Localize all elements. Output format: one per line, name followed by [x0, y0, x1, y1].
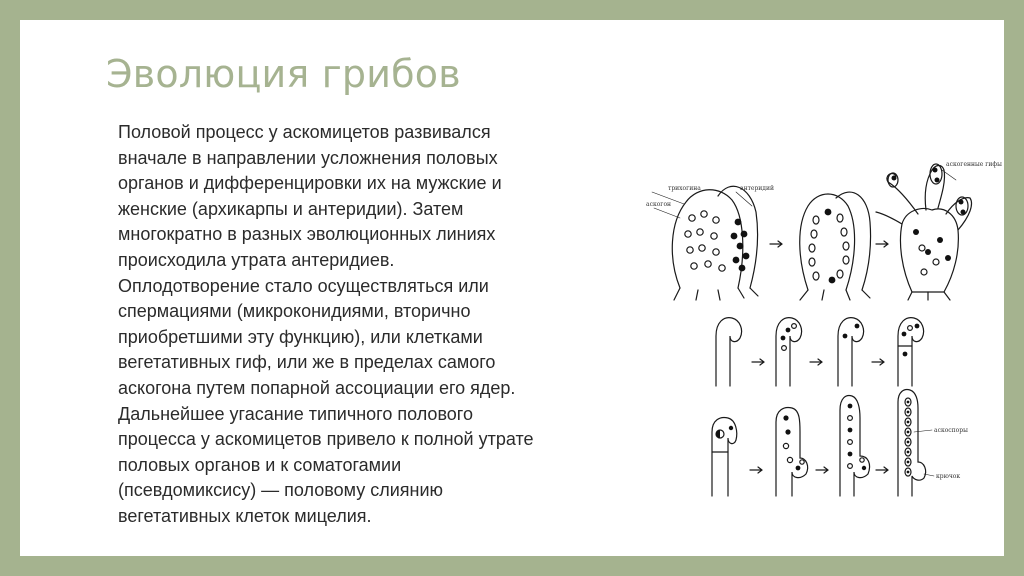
body-line: вначале в направлении усложнения половых	[118, 147, 498, 168]
arrow-icon	[752, 359, 764, 365]
body-text	[118, 120, 618, 530]
stage-6-hook-dividing	[838, 318, 864, 386]
label-trichogyne: трихогина	[668, 185, 701, 192]
stage-9-ascus-nuclei	[776, 408, 808, 496]
arrow-icon	[810, 359, 822, 365]
arrow-icon	[750, 467, 762, 473]
ascomycete-diagram	[640, 140, 1002, 510]
label-ascospores: аскоспоры	[934, 427, 968, 434]
arrow-icon	[816, 467, 828, 473]
body-line: аскогона путем попарной ассоциации его ядер.	[118, 377, 516, 398]
arrow-icon	[876, 467, 888, 473]
label-ascogenous-hyphae: аскогенные гифы	[946, 161, 1002, 168]
slide-title: Эволюция грибов	[106, 52, 461, 96]
body-line: вегетативных гиф, или же в пределах самого	[118, 352, 496, 373]
stage-11-mature-ascus	[898, 390, 934, 497]
arrow-icon	[872, 359, 884, 365]
body-line: процесса у аскомицетов привело к полной утрате	[118, 429, 534, 450]
stage-3-ascogenous-hyphae	[876, 164, 972, 300]
body-line: приобретшими эту функцию), или клетками	[118, 326, 483, 347]
stage-2-fertilized-ascogonium	[800, 192, 871, 300]
stage-5-hook-nuclei	[776, 318, 802, 386]
body-line: Половой процесс у аскомицетов развивался	[118, 122, 491, 142]
body-line: спермациями (микроконидиями, вторично	[118, 301, 471, 322]
stage-8-young-ascus	[712, 418, 737, 496]
body-line: Дальнейшее угасание типичного полового	[118, 403, 473, 424]
slide	[20, 20, 1004, 556]
stage-7-hook-septate	[898, 318, 924, 386]
body-line: женские (архикарпы и антеридии). Затем	[118, 198, 464, 219]
label-ascogonium: аскогон	[646, 201, 672, 208]
label-hook: крючок	[936, 473, 961, 480]
body-line: многократно в разных эволюционных линиях	[118, 224, 496, 245]
body-line: происходила утрата антеридиев.	[118, 249, 395, 270]
body-line: вегетативных клеток мицелия.	[118, 505, 372, 526]
arrow-icon	[876, 241, 888, 247]
stage-4-hook	[716, 318, 742, 386]
body-line: (псевдомиксису) — половому слиянию	[118, 480, 444, 501]
body-line: Оплодотворение стало осуществляться или	[118, 275, 489, 296]
label-antheridium: антеридий	[740, 185, 774, 192]
stage-10-ascus-eight-nuclei	[840, 396, 870, 496]
body-line: половых органов и к соматогамии	[118, 454, 402, 475]
arrow-icon	[770, 241, 782, 247]
body-line: органов и дифференцировки их на мужские и	[118, 173, 502, 194]
ascomycete-development-figure	[640, 140, 1002, 510]
